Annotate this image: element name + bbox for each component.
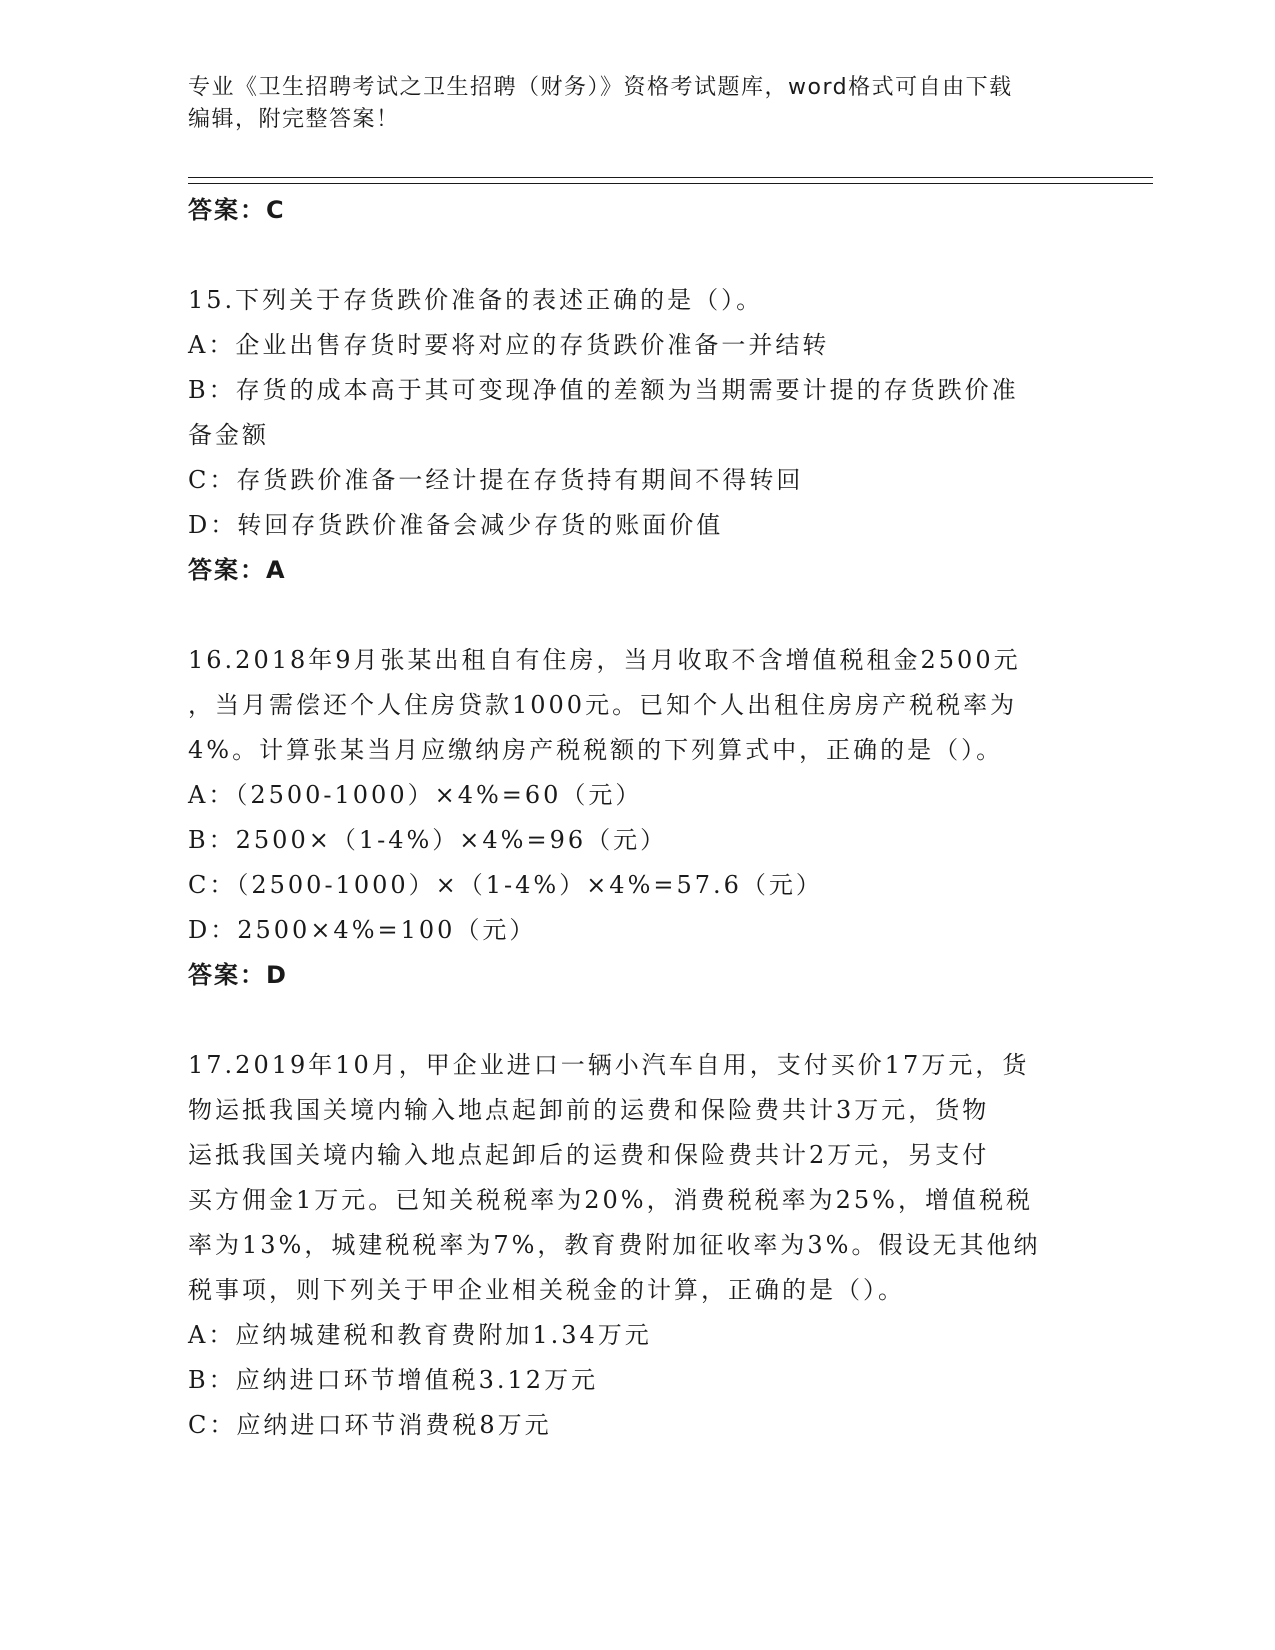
question-16-stem-line-2: ，当月需偿还个人住房贷款1000元。已知个人出租住房房产税税率为: [188, 691, 1018, 719]
document-body: [188, 188, 1088, 1448]
question-15-option-a: A：企业出售存货时要将对应的存货跌价准备一并结转: [188, 331, 830, 359]
question-16: [188, 638, 1088, 997]
question-15-option-c: C：存货跌价准备一经计提在存货持有期间不得转回: [188, 466, 804, 494]
question-17-stem-line-2: 物运抵我国关境内输入地点起卸前的运费和保险费共计3万元，货物: [188, 1096, 990, 1124]
header-line-2: 编辑，附完整答案！: [188, 107, 400, 132]
question-16-answer: 答案：D: [188, 961, 288, 989]
question-16-option-d: D：2500×4%=100（元）: [188, 916, 537, 944]
question-16-option-a: A：（2500-1000）×4%=60（元）: [188, 781, 643, 809]
header-rule-top: [188, 177, 1153, 178]
question-17-stem-line-1: 17.2019年10月，甲企业进口一辆小汽车自用，支付买价17万元，货: [188, 1051, 1030, 1079]
question-17-option-b: B：应纳进口环节增值税3.12万元: [188, 1366, 599, 1394]
question-15-answer: 答案：A: [188, 556, 287, 584]
question-15-option-b: B：存货的成本高于其可变现净值的差额为当期需要计提的存货跌价准: [188, 376, 1019, 404]
question-15-stem: 15.下列关于存货跌价准备的表述正确的是（）。: [188, 286, 764, 314]
question-16-option-b: B：2500×（1-4%）×4%=96（元）: [188, 826, 668, 854]
header-rule-bottom: [188, 183, 1153, 184]
question-17-stem-line-3: 运抵我国关境内输入地点起卸后的运费和保险费共计2万元，另支付: [188, 1141, 990, 1169]
question-15: [188, 278, 1088, 592]
header-line-1: 专业《卫生招聘考试之卫生招聘（财务）》资格考试题库，word格式可自由下载: [188, 75, 1013, 100]
answer-prev: 答案：C: [188, 196, 286, 224]
question-17-stem-line-6: 税事项，则下列关于甲企业相关税金的计算，正确的是（）。: [188, 1276, 905, 1304]
question-17-stem-line-5: 率为13%，城建税税率为7%，教育费附加征收率为3%。假设无其他纳: [188, 1231, 1041, 1259]
question-15-option-d: D：转回存货跌价准备会减少存货的账面价值: [188, 511, 724, 539]
question-17: [188, 1043, 1088, 1448]
question-17-option-a: A：应纳城建税和教育费附加1.34万元: [188, 1321, 652, 1349]
document-header: [188, 72, 1088, 136]
question-16-stem-line-1: 16.2018年9月张某出租自有住房，当月收取不含增值税租金2500元: [188, 646, 1021, 674]
question-16-stem-line-3: 4%。计算张某当月应缴纳房产税税额的下列算式中，正确的是（）。: [188, 736, 1004, 764]
question-15-option-b-cont: 备金额: [188, 421, 269, 449]
question-17-option-c: C：应纳进口环节消费税8万元: [188, 1411, 552, 1439]
question-16-option-c: C：（2500-1000）×（1-4%）×4%=57.6（元）: [188, 871, 823, 899]
question-17-stem-line-4: 买方佣金1万元。已知关税税率为20%，消费税税率为25%，增值税税: [188, 1186, 1033, 1214]
